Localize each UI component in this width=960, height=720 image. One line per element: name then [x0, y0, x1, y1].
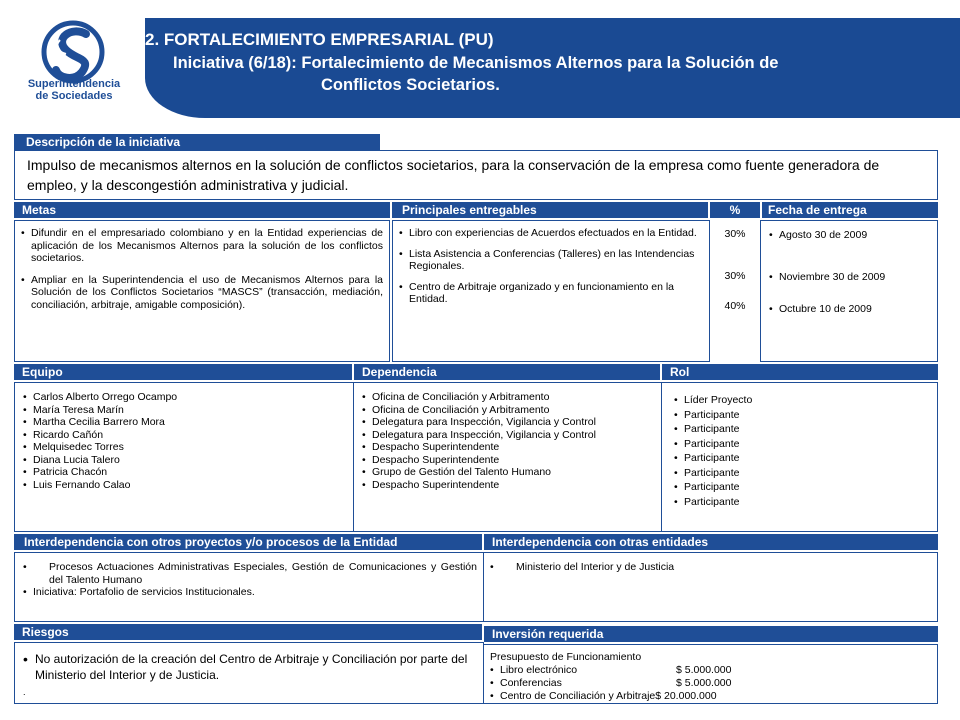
list-item: • Iniciativa: Portafolio de servicios Institucionales.	[23, 586, 477, 599]
porcentaje-value: 30%	[724, 270, 746, 282]
list-item: • Martha Cecilia Barrero Mora	[23, 416, 347, 429]
list-item: • Lista Asistencia a Conferencias (Talleres) en las Intendencias Regionales.	[399, 248, 703, 273]
list-item: • Carlos Alberto Orrego Ocampo	[23, 391, 347, 404]
list-item: • Ampliar en la Superintendencia el uso de Mecanismos Alternos para la Solución de los Conflictos Societarios “MASCS” (transacción, mediación, conciliación, arbitraje, amigable composición).	[21, 274, 383, 312]
initiative-title: Iniciativa (6/18): Fortalecimiento de Mecanismos Alternos para la Solución de	[173, 54, 779, 72]
list-item: • Participante	[674, 495, 931, 510]
logo-wordmark: Superintendencia de Sociedades	[27, 78, 121, 102]
initiative-title-cont: Conflictos Societarios.	[321, 76, 500, 94]
interdep-entidad-list	[23, 561, 477, 599]
inversion-amount: $ 5.000.000	[676, 677, 732, 689]
interdep-entidad-header: Interdependencia con otros proyectos y/o procesos de la Entidad	[14, 534, 482, 550]
riesgos-list	[23, 651, 475, 683]
list-item: • Despacho Superintendente	[362, 479, 655, 492]
interdep-entidad-box	[14, 552, 484, 622]
list-item: • Oficina de Conciliación y Arbitramento	[362, 404, 655, 417]
list-item: • Líder Proyecto	[674, 393, 931, 408]
list-item: • Delegatura para Inspección, Vigilancia y Control	[362, 429, 655, 442]
inversion-label: Conferencias	[500, 677, 562, 689]
fecha-header: Fecha de entrega	[762, 202, 938, 218]
list-item: • Noviembre 30 de 2009	[769, 271, 885, 284]
list-item: • Procesos Actuaciones Administrativas Especiales, Gestión de Comunicaciones y Gestión del Talento Humano	[23, 561, 477, 586]
entregables-header: Principales entregables	[392, 202, 708, 218]
rol-list	[674, 393, 931, 509]
porcentaje-value: 30%	[724, 228, 746, 240]
interdep-otras-header: Interdependencia con otras entidades	[484, 534, 938, 550]
list-item: • Participante	[674, 422, 931, 437]
list-item: • María Teresa Marín	[23, 404, 347, 417]
inversion-amount: $ 20.000.000	[655, 690, 717, 702]
list-item: • Difundir en el empresariado colombiano y en la Entidad experiencias de aplicación de los Mecanismos Alternos para la solución de los conflictos societarios.	[21, 227, 383, 265]
rol-box	[661, 382, 938, 532]
list-item: • Melquisedec Torres	[23, 441, 347, 454]
descripcion-box	[14, 150, 938, 200]
list-item: • Oficina de Conciliación y Arbitramento	[362, 391, 655, 404]
inversion-list	[490, 664, 931, 703]
porcentaje-value: 40%	[724, 300, 746, 312]
inversion-label: Libro electrónico	[500, 664, 578, 676]
inversion-subtitle: Presupuesto de Funcionamiento	[490, 651, 642, 663]
list-item: • Participante	[674, 451, 931, 466]
list-item	[490, 664, 931, 677]
riesgos-header: Riesgos	[14, 624, 482, 640]
list-item: • No autorización de la creación del Centro de Arbitraje y Conciliación por parte del Ministerio del Interior y de Justicia.	[23, 651, 475, 683]
list-item: • Participante	[674, 480, 931, 495]
metas-header: Metas	[14, 202, 390, 218]
entregables-box	[392, 220, 710, 362]
list-item: • Libro con experiencias de Acuerdos efectuados en la Entidad.	[399, 227, 703, 240]
dependencia-list	[362, 391, 655, 491]
list-item: • Diana Lucia Talero	[23, 454, 347, 467]
trailing-mark: .	[23, 687, 26, 697]
list-item: • Octubre 10 de 2009	[769, 303, 872, 316]
inversion-box	[483, 644, 938, 704]
list-item: • Participante	[674, 437, 931, 452]
equipo-header: Equipo	[14, 364, 352, 380]
metas-list	[21, 227, 383, 311]
rol-header: Rol	[662, 364, 938, 380]
inversion-header: Inversión requerida	[484, 626, 938, 642]
column-divider	[709, 220, 710, 362]
title-banner	[145, 18, 960, 118]
inversion-label: Centro de Conciliación y Arbitraje	[500, 690, 656, 702]
section-title: 2. FORTALECIMIENTO EMPRESARIAL (PU)	[145, 30, 494, 49]
list-item: • Patricia Chacón	[23, 466, 347, 479]
interdep-otras-box	[483, 552, 938, 622]
entregables-list	[399, 227, 703, 306]
fecha-box	[760, 220, 938, 362]
list-item: • Agosto 30 de 2009	[769, 229, 867, 242]
list-item: • Ricardo Cañón	[23, 429, 347, 442]
list-item: • Grupo de Gestión del Talento Humano	[362, 466, 655, 479]
dependencia-box	[353, 382, 662, 532]
list-item: • Participante	[674, 408, 931, 423]
descripcion-header: Descripción de la iniciativa	[14, 134, 380, 150]
equipo-box	[14, 382, 354, 532]
interdep-otras-list	[490, 561, 931, 574]
riesgos-box	[14, 642, 484, 704]
list-item: • Participante	[674, 466, 931, 481]
list-item: • Luis Fernando Calao	[23, 479, 347, 492]
list-item: • Despacho Superintendente	[362, 454, 655, 467]
equipo-list	[23, 391, 347, 491]
descripcion-text: Impulso de mecanismos alternos en la solución de conflictos societarios, para la conservación de la empresa como fuente generadora de empleo, y la descongestión administrativa y judicial.	[27, 157, 880, 193]
inversion-amount: $ 5.000.000	[676, 664, 732, 676]
porcentaje-header: %	[710, 202, 760, 218]
list-item: • Despacho Superintendente	[362, 441, 655, 454]
list-item: • Delegatura para Inspección, Vigilancia y Control	[362, 416, 655, 429]
metas-box	[14, 220, 390, 362]
list-item	[490, 677, 931, 690]
list-item: • Ministerio del Interior y de Justicia	[490, 561, 931, 574]
list-item: • Centro de Arbitraje organizado y en funcionamiento en la Entidad.	[399, 281, 703, 306]
list-item	[490, 690, 931, 703]
dependencia-header: Dependencia	[354, 364, 660, 380]
